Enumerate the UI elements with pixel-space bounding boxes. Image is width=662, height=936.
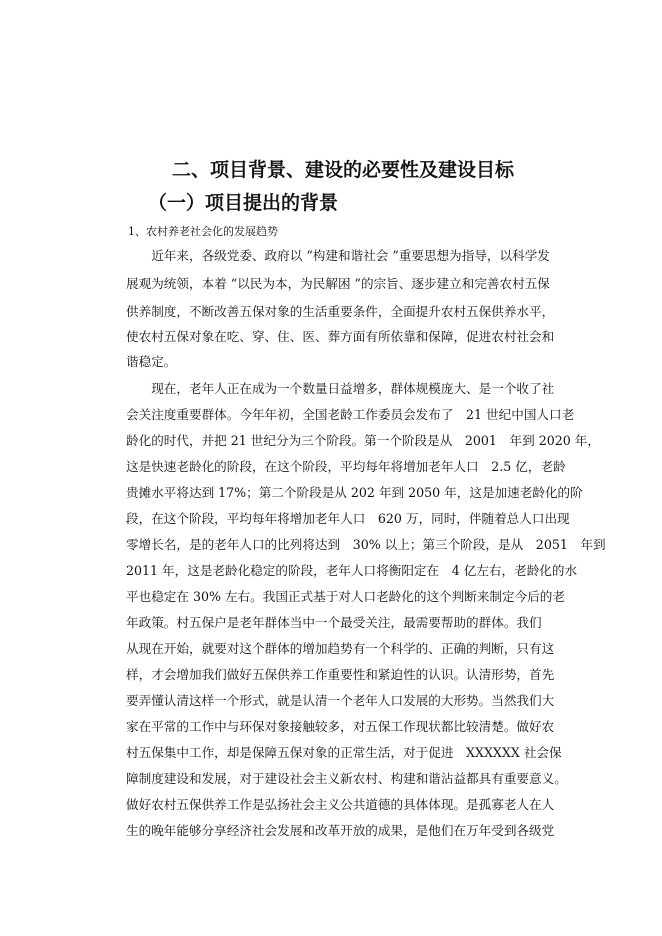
paragraph-line: 年政策。村五保户是老年群体当中一个最受关注，最需要帮助的群体。我们 [126, 615, 542, 630]
paragraph-line: 要弄懂认清这样一个形式，就是认清一个老年人口发展的大形势。当然我们大 [126, 693, 555, 708]
paragraph-line: 做好农村五保供养工作是弘扬社会主义公共道德的具体体现。是孤寡老人在人 [126, 797, 555, 812]
paragraph-line: 家在平常的工作中与环保对象接触较多，对五保工作现状都比较清楚。做好农 [126, 719, 555, 734]
paragraph-line: 2011 年，这是老龄化稳定的阶段，老年人口将衡阳定在 4 亿左右，老龄化的水 [126, 563, 578, 578]
paragraph-line: 生的晚年能够分享经济社会发展和改革开放的成果，是他们在万年受到各级党 [126, 823, 555, 838]
paragraph-line: 展观为统领，本着 “以民为本，为民解困 ”的宗旨、逐步建立和完善农村五保 [126, 276, 550, 291]
paragraph-line: 平也稳定在 30% 左右。我国正式基于对人口老龄化的这个判断来制定今后的老 [126, 589, 565, 604]
main-heading: 二、项目背景、建设的必要性及建设目标 [172, 159, 515, 181]
paragraph-line: 零增长名，是的老年人口的比列将达到 30% 以上；第三个阶段，是从 2051 年到 [126, 537, 606, 552]
paragraph-line: 近年来，各级党委、政府以 “构建和谐社会 ”重要思想为指导，以科学发 [126, 248, 550, 263]
paragraph-line: 样，才会增加我们做好五保供养工作重要性和紧迫性的认识。认清形势，首先 [126, 667, 555, 682]
paragraph-line: 障制度建设和发展，对于建设社会主义新农村、构建和谐沾益都具有重要意义。 [126, 771, 567, 786]
paragraph-line: 谐稳定。 [126, 354, 177, 369]
sub-heading: （一）项目提出的背景 [148, 192, 339, 214]
paragraph-line: 使农村五保对象在吃、穿、住、医、葬方面有所依靠和保障，促进农村社会和 [126, 329, 555, 344]
paragraph-line: 会关注度重要群体。今年年初，全国老龄工作委员会发布了 21 世纪中国人口老 [126, 407, 575, 422]
paragraph-line: 从现在开始，就要对这个群体的增加趋势有一个科学的、正确的判断，只有这 [126, 641, 555, 656]
section-title: 1、农村养老社会化的发展趋势 [128, 225, 278, 238]
paragraph-line: 供养制度，不断改善五保对象的生活重要条件，全面提升农村五保供养水平， [126, 304, 555, 319]
paragraph-line: 贵摊水平将达到 17%；第二个阶段是从 202 年到 2050 年，这是加速老龄化的阶 [126, 485, 583, 500]
paragraph-line: 村五保集中工作，却是保障五保对象的正常生活，对于促进 XXXXXX 社会保 [126, 745, 562, 760]
paragraph-line: 现在，老年人正在成为一个数量日益增多，群体规模庞大、是一个收了社 [126, 381, 555, 396]
paragraph-line: 这是快速老龄化的阶段，在这个阶段，平均每年将增加老年人口 2.5 亿，老龄 [126, 459, 566, 474]
paragraph-line: 段，在这个阶段，平均每年将增加老年人口 620 万，同时，伴随着总人口出现 [126, 511, 570, 526]
paragraph-line: 龄化的时代，并把 21 世纪分为三个阶段。第一个阶段是从 2001 年到 2020 年， [126, 433, 600, 448]
